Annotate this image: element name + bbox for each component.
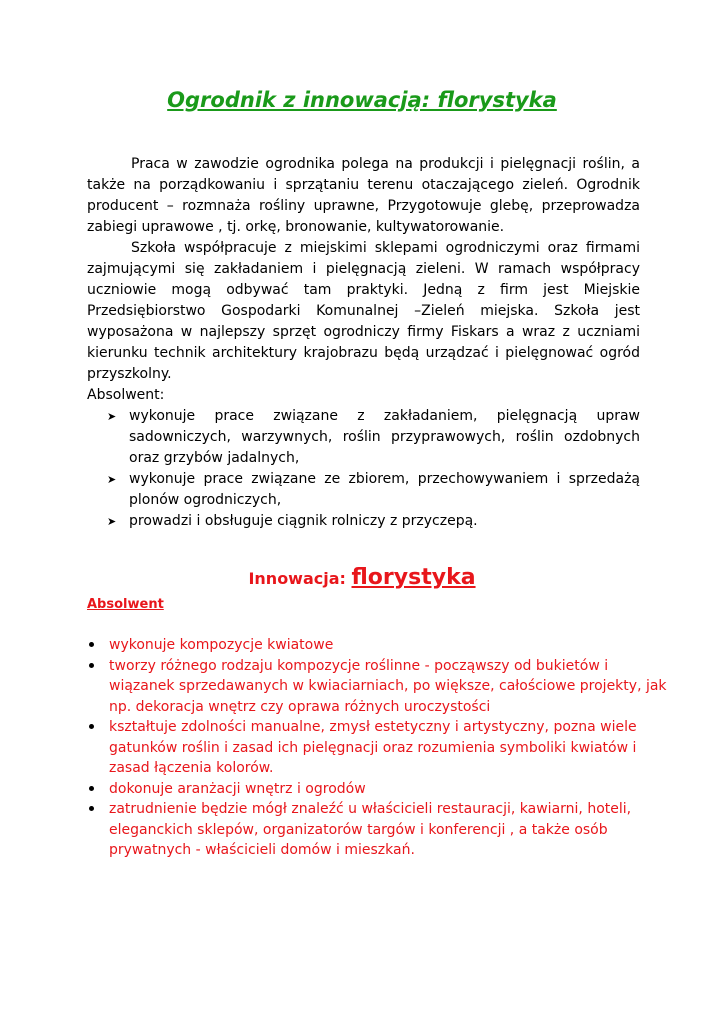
list-item: [107, 511, 640, 532]
list-item: [109, 799, 669, 861]
list-item-text: zatrudnienie będzie mógł znaleźć u właścicieli restauracji, kawiarni, hoteli, eleganckich sklepów, organizatorów targów i konferencji , a także osób prywatnych - właścicieli domów i mieszkań.: [109, 801, 632, 858]
list-item-text: tworzy różnego rodzaju kompozycje roślinne - począwszy od bukietów i wiązanek sprzedawanych w kwiaciarniach, po większe, całościowe projekty, jak np. dekoracja wnętrz czy oprawa różnych uroczystości: [109, 657, 667, 715]
innovation-word: florystyka: [351, 565, 476, 590]
arrowhead-bullet-icon: ➤: [107, 515, 117, 528]
round-bullet-icon: [89, 786, 94, 791]
innovation-skills-list: [87, 635, 669, 861]
list-item-text: wykonuje prace związane z zakładaniem, pielęgnacją upraw sadowniczych, warzywnych, roślin przyprawowych, roślin ozdobnych oraz grzybów jadalnych,: [129, 408, 640, 466]
round-bullet-icon: [89, 663, 94, 668]
list-item-text: wykonuje kompozycje kwiatowe: [109, 637, 334, 653]
list-item: [109, 656, 669, 718]
round-bullet-icon: [89, 642, 94, 647]
list-item: [107, 406, 640, 469]
list-item: [109, 779, 669, 800]
list-item-text: kształtuje zdolności manualne, zmysł estetyczny i artystyczny, pozna wiele gatunków roślin i zasad ich pielęgnacji oraz rozumienia symboliki kwiatów i zasad łączenia kolorów.: [109, 719, 637, 776]
innovation-prefix: Innowacja:: [248, 569, 346, 588]
arrowhead-bullet-icon: ➤: [107, 410, 117, 423]
main-text: [87, 154, 640, 532]
innovation-heading: [0, 565, 724, 590]
paragraph-school-cooperation: Szkoła współpracuje z miejskimi sklepami ogrodniczymi oraz firmami zajmującymi się zakładaniem i pielęgnacją zieleni. W ramach współpracy uczniowie mogą odbywać tam praktyki. Jedną z firm jest Miejskie Przedsiębiorstwo Gospodarki Komunalnej –Zieleń miejska. Szkoła jest wyposażona w najlepszy sprzęt ogrodniczy firmy Fiskars a wraz z uczniami kierunku technik architektury krajobrazu będą urządzać i pielęgnować ogród przyszkolny.: [87, 240, 640, 382]
innovation-graduate-label: Absolwent: [87, 597, 164, 612]
graduate-label: Absolwent:: [87, 387, 165, 403]
list-item-text: prowadzi i obsługuje ciągnik rolniczy z przyczepą.: [129, 513, 478, 529]
list-item-text: wykonuje prace związane ze zbiorem, przechowywaniem i sprzedażą plonów ogrodniczych,: [129, 471, 640, 508]
list-item: [109, 635, 669, 656]
list-item-text: dokonuje aranżacji wnętrz i ogrodów: [109, 780, 366, 797]
page-title: Ogrodnik z innowacją: florystyka: [167, 88, 557, 112]
round-bullet-icon: [89, 724, 94, 729]
arrowhead-bullet-icon: ➤: [107, 473, 117, 486]
list-item: [109, 717, 669, 779]
round-bullet-icon: [89, 806, 94, 811]
graduate-skills-list: [87, 406, 640, 532]
paragraph-job-description: Praca w zawodzie ogrodnika polega na produkcji i pielęgnacji roślin, a także na porządkowaniu i sprzątaniu terenu otaczającego zieleń. Ogrodnik producent – rozmnaża rośliny uprawne, Przygotowuje glebę, przeprowadza zabiegi uprawowe , tj. orkę, bronowanie, kultywatorowanie.: [87, 156, 640, 235]
list-item: [107, 469, 640, 511]
